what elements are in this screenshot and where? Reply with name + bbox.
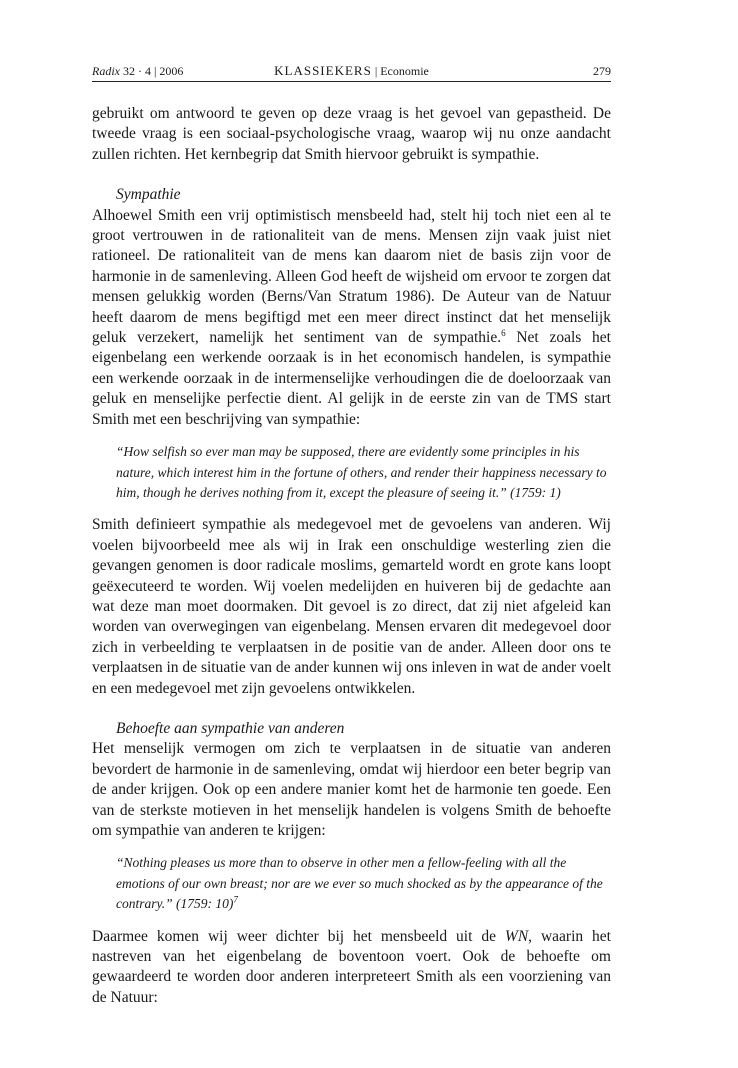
paragraph-4: Het menselijk vermogen om zich te verplaatsen in de situatie van anderen bevordert de harmonie in de samenleving, omdat wij hierdoor een beter begrip van de ander krijgen. Ook op een andere manier komt het de harmonie ten goede. Een van de sterkste motieven in het menselijk handelen is volgens Smith de behoefte om sympathie van anderen te krijgen: — [92, 740, 611, 839]
journal-name: Radix — [92, 64, 120, 78]
paragraph-2-part-2: Net zoals het eigenbelang een werkende oorzaak is in het economisch handelen, is sympathie een werkende oorzaak in de intermenselijke verhoudingen die de doeloorzaak van geluk en menselijke perfectie dient. Al gelijk in de eerste zin van de TMS start Smith met een beschrijving van sympathie: — [92, 329, 611, 428]
subsection-name: Economie — [380, 64, 429, 78]
paragraph-2 — [92, 206, 611, 430]
quote-1: “How selfish so ever man may be supposed, there are evidently some principles in his nature, which interest him in the fortune of others, and render their happiness necessary to him, though he derives nothing from it, except the pleasure of seeing it.” (1759: 1) — [116, 444, 607, 500]
section-separator: | — [371, 64, 381, 78]
wn-abbreviation: WN — [504, 927, 529, 945]
running-header — [92, 62, 611, 80]
paragraph-5 — [92, 927, 611, 1009]
quote-2-text: “Nothing pleases us more than to observe in other men a fellow-feeling with all the emotions of our own breast; nor are we ever so much shocked as by the appearance of the contrary.” (1759: 10) — [116, 855, 603, 912]
page-number: 279 — [593, 64, 611, 78]
section-title — [92, 62, 611, 80]
paragraph-5-part-1: Daarmee komen wij weer dichter bij het mensbeeld uit de — [92, 927, 505, 945]
paragraph-2-part-1: Alhoewel Smith een vrij optimistisch mensbeeld had, stelt hij toch niet een al te groot vertrouwen in de rationaliteit van de mens. Mensen zijn vaak juist niet rationeel. De rationaliteit van de mens kan daarom niet de basis zijn voor de harmonie in de samenleving. Alleen God heeft de wijsheid om ervoor te zorgen dat mensen gelukkig worden (Berns/Van Stratum 1986). De Auteur van de Natuur heeft daarom de mens begiftigd met een meer direct instinct dat het menselijk geluk verzekert, namelijk het sentiment van de sympathie. — [92, 206, 611, 347]
header-rule — [92, 81, 611, 82]
footnote-ref-7: 7 — [233, 894, 238, 905]
section-name: KLASSIEKERS — [274, 63, 372, 78]
heading-sympathie: Sympathie — [116, 186, 181, 204]
footnote-ref-6: 6 — [501, 327, 506, 338]
article-body — [92, 104, 611, 1008]
volume-issue: 32 · 4 | 2006 — [123, 64, 184, 78]
heading-behoefte: Behoefte aan sympathie van anderen — [116, 719, 345, 737]
paragraph-5-part-2: , waarin het nastreven van het eigenbelang de boventoon voert. Ook de behoefte om gewaardeerd te worden door anderen interpreteert Smith als een voorziening van de Natuur: — [92, 927, 611, 1006]
paragraph-3: Smith definieert sympathie als medegevoel met de gevoelens van anderen. Wij voelen bijvoorbeeld mee als wij in Irak een onschuldige westerling zien die gevangen genomen is door radicale moslims, gemarteld wordt en grote kans loopt geëxecuteerd te worden. Wij voelen medelijden en huiveren bij de gedachte aan wat deze man moet doormaken. Dit gevoel is zo direct, dat zij niet afgeleid kan worden van overwegingen van eigenbelang. Mensen ervaren dit medegevoel door zich in verbeelding te verplaatsen in de positie van de ander. Alleen door ons te verplaatsen in de situatie van de ander kunnen wij ons inleven in wat de ander voelt en een medegevoel met zijn gevoelens ontwikkelen. — [92, 516, 611, 697]
quote-2 — [92, 853, 611, 914]
paragraph-1: gebruikt om antwoord te geven op deze vraag is het gevoel van gepastheid. De tweede vraag is een sociaal-psychologische vraag, waarop wij nu onze aandacht zullen richten. Het kernbegrip dat Smith hiervoor gebruikt is sympathie. — [92, 105, 611, 163]
